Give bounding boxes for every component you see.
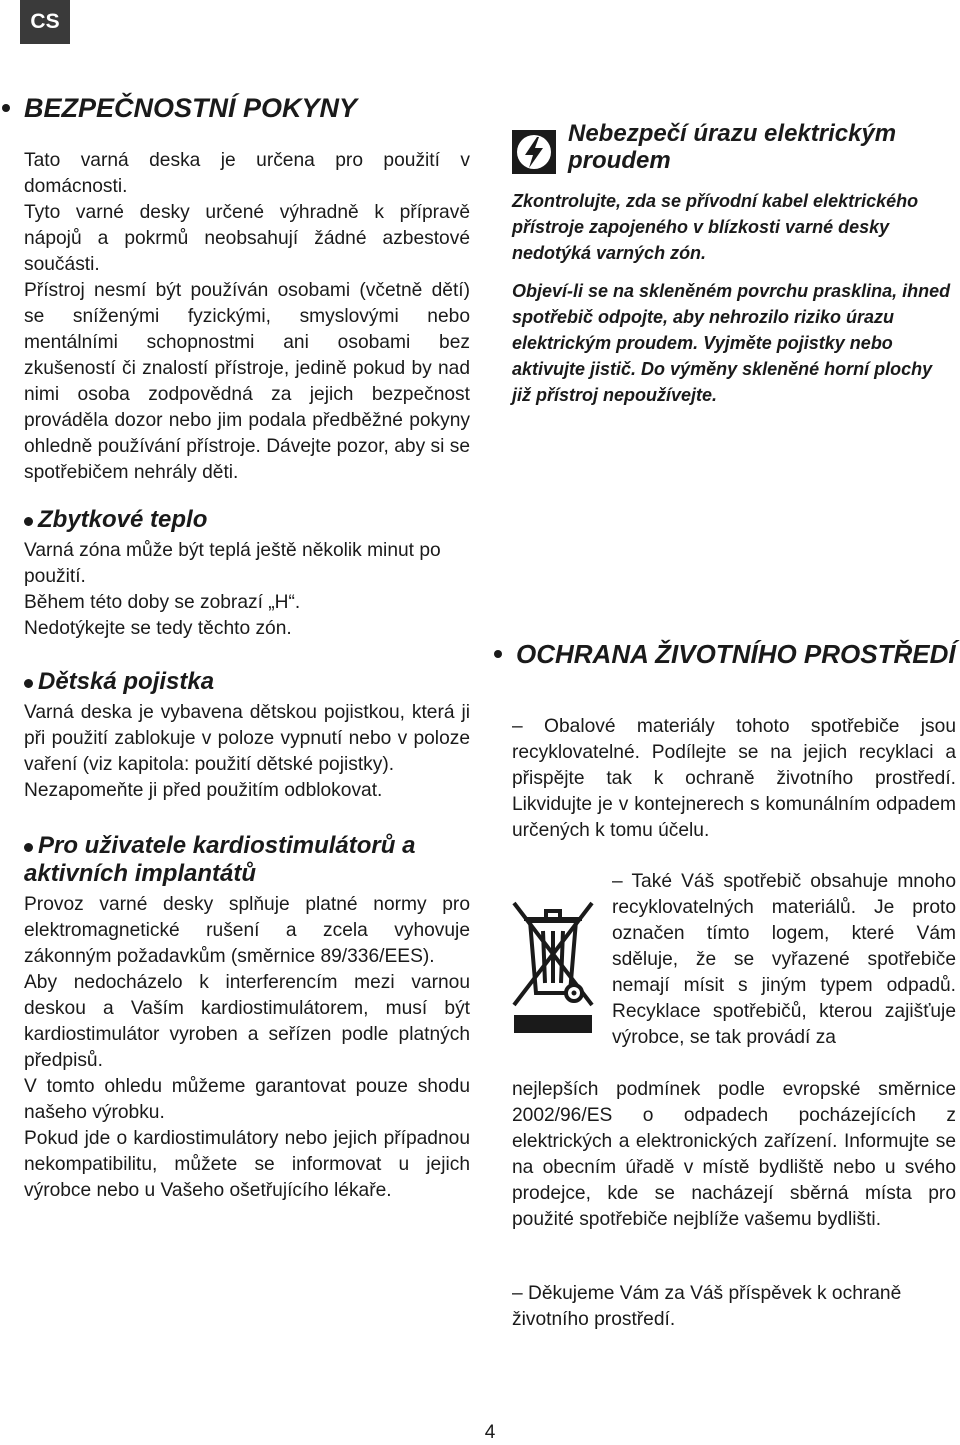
environment-p3-block xyxy=(512,1281,956,1333)
bullet-dot-icon xyxy=(24,843,33,852)
safety-intro-2: Tyto varné desky určené výhradně k přípravě nápojů a pokrmů neobsahují žádné azbestové součásti. xyxy=(24,202,470,275)
bullet-dot-icon xyxy=(24,679,33,688)
environment-p3: – Děkujeme Vám za Váš příspěvek k ochraně životního prostředí. xyxy=(512,1283,902,1330)
residual-heat-line-2: Během této doby se zobrazí „H“. xyxy=(24,592,301,613)
environment-p2-b-block xyxy=(512,1077,956,1233)
lightning-icon xyxy=(512,130,556,174)
residual-heat-heading xyxy=(24,506,470,534)
left-column xyxy=(24,92,470,1204)
child-lock-line-2: Nezapomeňte ji před použitím odblokovat. xyxy=(24,780,383,801)
safety-title: BEZPEČNOSTNÍ POKYNY xyxy=(24,93,358,123)
pacemaker-p3: V tomto ohledu můžeme garantovat pouze shodu našeho výrobku. xyxy=(24,1076,470,1123)
residual-heat-line-3: Nedotýkejte se tedy těchto zón. xyxy=(24,618,292,639)
bullet-dot-icon xyxy=(24,517,33,526)
bullet-dot-icon xyxy=(2,104,10,112)
pacemaker-title: Pro uživatele kardiostimulátorů a aktivních implantátů xyxy=(24,832,416,887)
child-lock-line-1: Varná deska je vybavena dětskou pojistkou, která ji při použití zablokuje v poloze vypnutí nebo v poloze vaření (viz kapitola: použití dětské pojistky). xyxy=(24,702,470,775)
page-number: 4 xyxy=(484,1422,496,1443)
electric-warning-heading xyxy=(512,120,956,174)
pacemaker-p2: Aby nedocházelo k interferencím mezi varnou deskou a Vaším kardiostimulátorem, musí být kardiostimulátor vyroben a seřízen podle platných předpisů. xyxy=(24,972,470,1071)
safety-intro-1: Tato varná deska je určena pro použití v domácnosti. xyxy=(24,150,470,197)
pacemaker-heading xyxy=(24,832,470,888)
environment-p1-block xyxy=(512,714,956,844)
safety-heading xyxy=(24,92,470,124)
electric-warning xyxy=(512,120,956,408)
crossed-bin-icon xyxy=(512,895,594,1035)
environment-title: OCHRANA ŽIVOTNÍHO PROSTŘEDÍ xyxy=(516,639,956,669)
environment-p2-a-block xyxy=(612,869,956,1051)
environment-p2-b: nejlepších podmínek podle evropské směrnice 2002/96/ES o odpadech pocházejících z elektrických a elektronických zařízení. Informujte se na obecním úřadě v místě bydliště nebo u svého prodejce, kde se nacházejí sběrná místa pro použité spotřebiče nejblíže vašemu bydlišti. xyxy=(512,1079,956,1230)
residual-heat-title: Zbytkové teplo xyxy=(38,506,208,533)
child-lock-heading xyxy=(24,668,470,696)
environment-p1: – Obalové materiály tohoto spotřebiče jsou recyklovatelné. Podílejte se na jejich recyklaci a přispějte tak k ochraně životního prostředí. Likvidujte je v kontejnerech s komunálním odpadem určených k tomu účelu. xyxy=(512,716,956,841)
electric-warning-p2: Objeví-li se na skleněném povrchu prasklina, ihned spotřebič odpojte, aby nehrozilo riziko úrazu elektrickým proudem. Vyjměte pojistky nebo aktivujte jistič. Do výměny skleněné horní plochy již přístroj nepoužívejte. xyxy=(512,281,951,405)
language-badge: CS xyxy=(20,0,70,44)
child-lock-title: Dětská pojistka xyxy=(38,668,215,695)
residual-heat-line-1: Varná zóna může být teplá ještě několik minut po použití. xyxy=(24,540,441,587)
electric-warning-title: Nebezpečí úrazu elektrickým proudem xyxy=(568,120,897,174)
environment-p2-a: – Také Váš spotřebič obsahuje mnoho recyklovatelných materiálů. Je proto označen tímto logem, které Vám sděluje, že se vyřazené spotřebiče nemají mísit s jiným typem odpadů. Recyklace spotřebičů, kterou zajišťuje výrobce, se tak provádí za xyxy=(612,871,956,1048)
environment-heading xyxy=(516,638,956,671)
electric-warning-p1: Zkontrolujte, zda se přívodní kabel elektrického přístroje zapojeného v blízkosti varné desky nedotýká varných zón. xyxy=(512,191,919,263)
pacemaker-p1: Provoz varné desky splňuje platné normy pro elektromagnetické rušení a zcela vyhovuje zákonným požadavkům (směrnice 89/336/EES). xyxy=(24,894,470,967)
bullet-dot-icon xyxy=(494,650,502,658)
environment-heading-inner xyxy=(516,638,956,671)
pacemaker-p4: Pokud jde o kardiostimulátory nebo jejich případnou nekompatibilitu, můžete se informovat u jejich výrobce nebo u Vašeho ošetřujícího lékaře. xyxy=(24,1128,470,1201)
safety-intro-3: Přístroj nesmí být používán osobami (včetně dětí) se sníženými fyzickými, smyslovými nebo mentálními schopnostmi ani osobami bez zkušeností či znalostí přístroje, jedině pokud by nad nimi osoba zodpovědná za jejich bezpečnost prováděla dozor nebo jim podala předběžné pokyny ohledně používání přístroje. Dávejte pozor, aby si se spotřebičem nehrály děti. xyxy=(24,280,470,483)
